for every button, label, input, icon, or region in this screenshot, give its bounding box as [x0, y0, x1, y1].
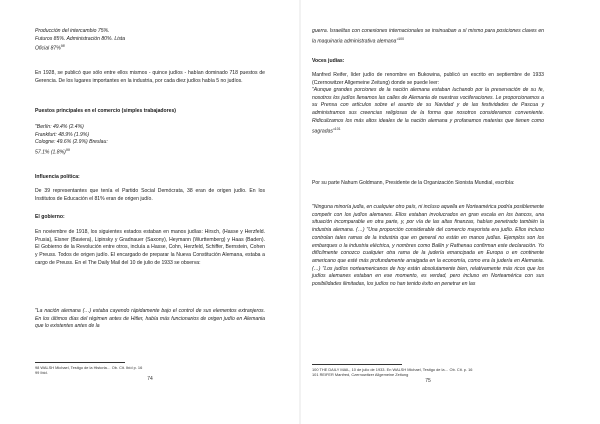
quote-reifer	[312, 87, 544, 136]
footnote-100: 100 THE DAILY MAIL, 10 de julio de 1933. En WALSH Michael, Testigo de la… Ob. Cit. p. 16	[312, 367, 473, 372]
left-page	[35, 28, 265, 418]
footnote-98: 98 WALSH Michael, Testigo de la Historia… Ob. Cit. Ibíd p. 16	[35, 365, 143, 370]
footnote-101: 101 REIFER Manfred, Czernowitzer Allgemeine Zeitung	[312, 372, 409, 377]
paragraph-gobierno: En noviembre de 1918, los siguientes estados estaban en manos judías: Hirsch, (Hasse y Herzfeld. Prusia), Eisner (Baviera), Lipinsky y Gradnauer (Saxony), Heymann (Wurttemberg) y Haas (Baden). El Gobierno de la Revolución entre otros, incluía a Hasse, Cohn, Herzfeld, Schiffer, Bernstein, Cohen y Preuss. Todos de origen judío. El encargado de preparar la Nueva Constitución Alemana, estaba a cargo de Preuss. En el The Daily Mail del 10 de julio de 1933 se observa:	[35, 229, 265, 266]
footnote-rule	[35, 362, 125, 363]
footnote-ref-98: 98	[60, 44, 65, 49]
line-oficial-text: Oficial 87%	[35, 46, 61, 53]
gutter-shadow	[299, 0, 301, 424]
line-berlin: "Berlín: 49.4% (2.4%)	[35, 124, 84, 130]
footnote-ref-99: 99	[65, 148, 70, 153]
list-ciudades	[35, 124, 265, 158]
footnote-ref-100: 100	[398, 36, 405, 41]
line-futuros: Futuros 85%. Administración 80%. Lista	[35, 35, 126, 42]
line-cologne: Cologne: 49.6% (2.9%) Breslau:	[35, 139, 108, 146]
paragraph-goldmann: Por su parte Nahum Goldmann, Presidente de la Organización Sionista Mundial, escribía:	[312, 180, 515, 186]
line-breslau-text: 57.1% (1.8%)	[35, 149, 66, 156]
quote-reifer-text: "Aunque grandes porciones de la nación alemana estaban luchando por la preservación de su fe, nosotros los judíos llenamos las calles de Alemania de nuestras vociferaciones. Le proporcionamos a su Prensa con artículos sobre el asunto de su Navidad y de las festividades de Pascua y administramos sus creencias religiosas de la forma que nosotros consideramos conveniente. Ridiculizamos los más altos ideales de la nación alemana y profanamos materias que tienen como sagradas"	[312, 87, 544, 135]
line-produccion: Producción del intercambio 75%.	[35, 28, 110, 34]
heading-voces: Voces judías:	[312, 58, 345, 64]
list-intercambio	[35, 28, 265, 54]
footnote-rule-right	[312, 364, 402, 365]
page-number-right: 75	[425, 378, 431, 384]
quote-goldmann: "Ninguna minoría judía, en cualquier otro país, ni incluso aquella en Norteamérica podría posiblemente competir con los judíos alemanes. Ellos estaban involucrados en gran escala en los bancos, una situación incomparable en otra parte, y, por vía de las altas finanzas, habían penetrado también la industria alemana. (…) "Una proporción considerable del comercio mayorista era judío. Ellos incluso controlan tales ramas de la industria que en general no están en manos judías. Ejemplos son los embarques o la industria eléctrica, y nombres como Ballin y Rathenau confirman este declaración. Yo difícilmente conozco cualquier otra rama de la judería emancipada en Europa o en continente americano que esté más profundamente arraigada en la economía, como era la judería en Alemania. (…) "Los judíos norteamericanos de hoy están absolutamente bien, relativamente más ricos que los judíos alemanes estaban en ese momento, es verdad, pero incluso en Norteamérica con sus posibilidades ilimitadas, los judíos no han tenido éxito en penetrar en las	[312, 204, 545, 288]
right-page	[312, 28, 544, 418]
footnote-99: 99 Ibid.	[35, 370, 48, 375]
paragraph-reifer-intro: Manfred Reifer, líder judío de renombre en Bukowina, publicó un escrito en septiembre de 1933 (Czernowitzer Allgemeine Zeitung) donde se puede leer:	[312, 72, 544, 86]
paragraph-influencia: De 39 representantes que tenía el Partido Social Demócrata, 38 eran de origen judío. En los Institutos de Educación el 81% eran de origen judío.	[35, 188, 265, 202]
line-frankfurt: Frankfurt: 48.9% (1.9%)	[35, 131, 90, 138]
quote-daily-mail: "La nación alemana (…) estaba cayendo rápidamente bajo el control de sus elementos extranjeros. En los últimos días del régimen antes de Hitler, había más funcionarios de origen judío en Alemania que lo existentes antes de la	[35, 308, 265, 330]
footnote-ref-101: 101	[334, 126, 341, 131]
page-number-left: 74	[147, 376, 153, 382]
line-breslau	[35, 147, 265, 157]
heading-influencia: Influencia política:	[35, 174, 80, 180]
heading-gobierno: El gobierno:	[35, 214, 65, 220]
quote-continuation-text: guerra. Israelitas con conexiones internacionales se insinuaban a sí mismo para posiciones claves en la maquinaria administrativa alemana"	[312, 28, 544, 45]
paragraph-1928: En 1928, se publicó que sólo entre ellos mismos - quince judíos - habían dominado 718 puestos de Gerencia. De los lugares importantes en la industria, por cada diez judíos había 5 no judíos.	[35, 70, 265, 84]
line-oficial	[35, 43, 265, 53]
heading-puestos: Puestos principales en el comercio (simples trabajadores)	[35, 108, 176, 114]
quote-continuation	[312, 28, 544, 46]
